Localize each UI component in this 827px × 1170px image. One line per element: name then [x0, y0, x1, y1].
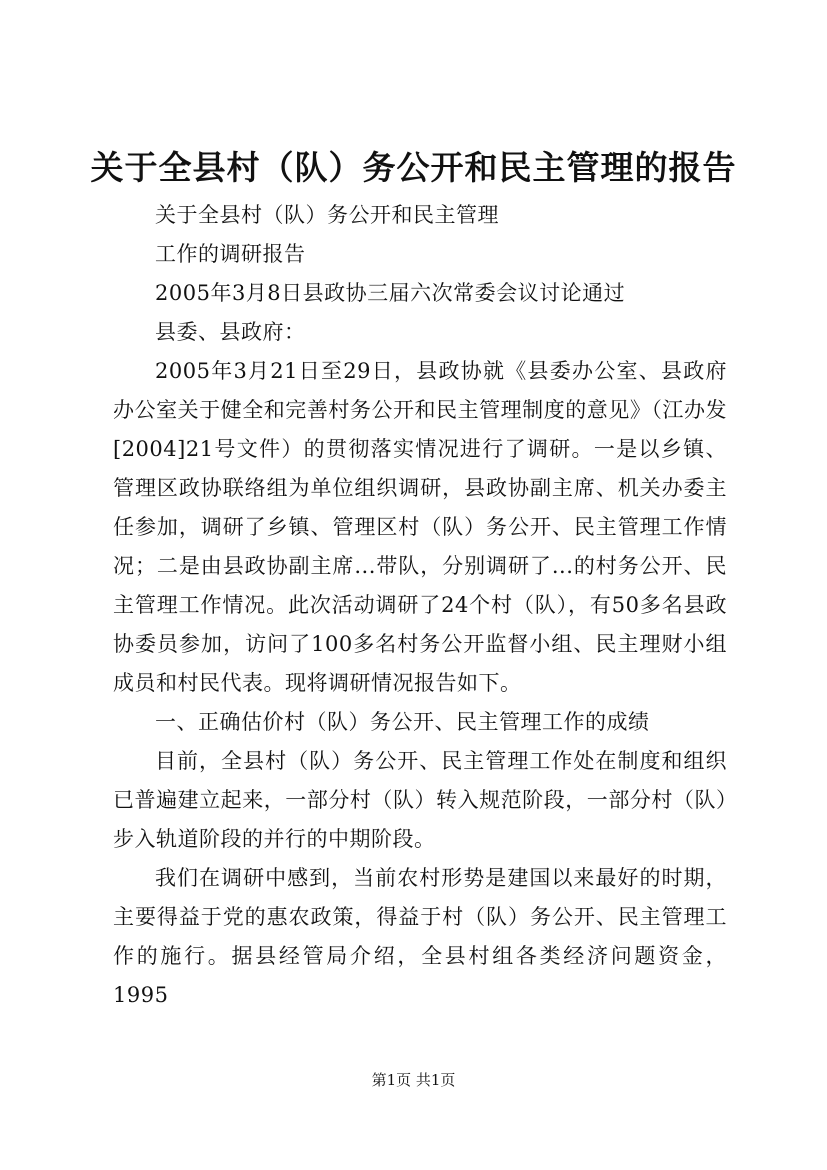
paragraph-intro: 2005年3月21日至29日，县政协就《县委办公室、县政府办公室关于健全和完善村务公开和民主管理制度的意见》（江办发[2004]21号文件）的贯彻落实情况进行了调研。一是以乡镇、管理区政协联络组为单位组织调研，县政协副主席、机关办委主任参加，调研了乡镇、管理区村（队）务公开、民主管理工作情况；二是由县政协副主席...带队，分别调研了...的村务公开、民主管理工作情况。此次活动调研了24个村（队），有50多名县政协委员参加，访问了100多名村务公开监督小组、民主理财小组成员和村民代表。现将调研情况报告如下。 — [113, 359, 727, 695]
subtitle-line-2: 工作的调研报告 — [155, 242, 306, 266]
document-title: 关于全县村（队）务公开和民主管理的报告 — [90, 148, 737, 187]
paragraph-status: 目前，全县村（队）务公开、民主管理工作处在制度和组织已普遍建立起来，一部分村（队）转入规范阶段，一部分村（队）步入轨道阶段的并行的中期阶段。 — [113, 749, 727, 851]
document-body — [113, 196, 727, 1015]
approval-note: 2005年3月8日县政协三届六次常委会议讨论通过 — [155, 281, 626, 305]
section-heading-1: 一、正确估价村（队）务公开、民主管理工作的成绩 — [155, 710, 650, 734]
page-footer: 第1页 共1页 — [371, 1071, 456, 1089]
salutation: 县委、县政府： — [155, 320, 306, 344]
subtitle-line-1: 关于全县村（队）务公开和民主管理 — [155, 203, 499, 227]
paragraph-findings: 我们在调研中感到，当前农村形势是建国以来最好的时期，主要得益于党的惠农政策，得益于村（队）务公开、民主管理工作的施行。据县经管局介绍，全县村组各类经济问题资金，1995 — [113, 866, 727, 1007]
